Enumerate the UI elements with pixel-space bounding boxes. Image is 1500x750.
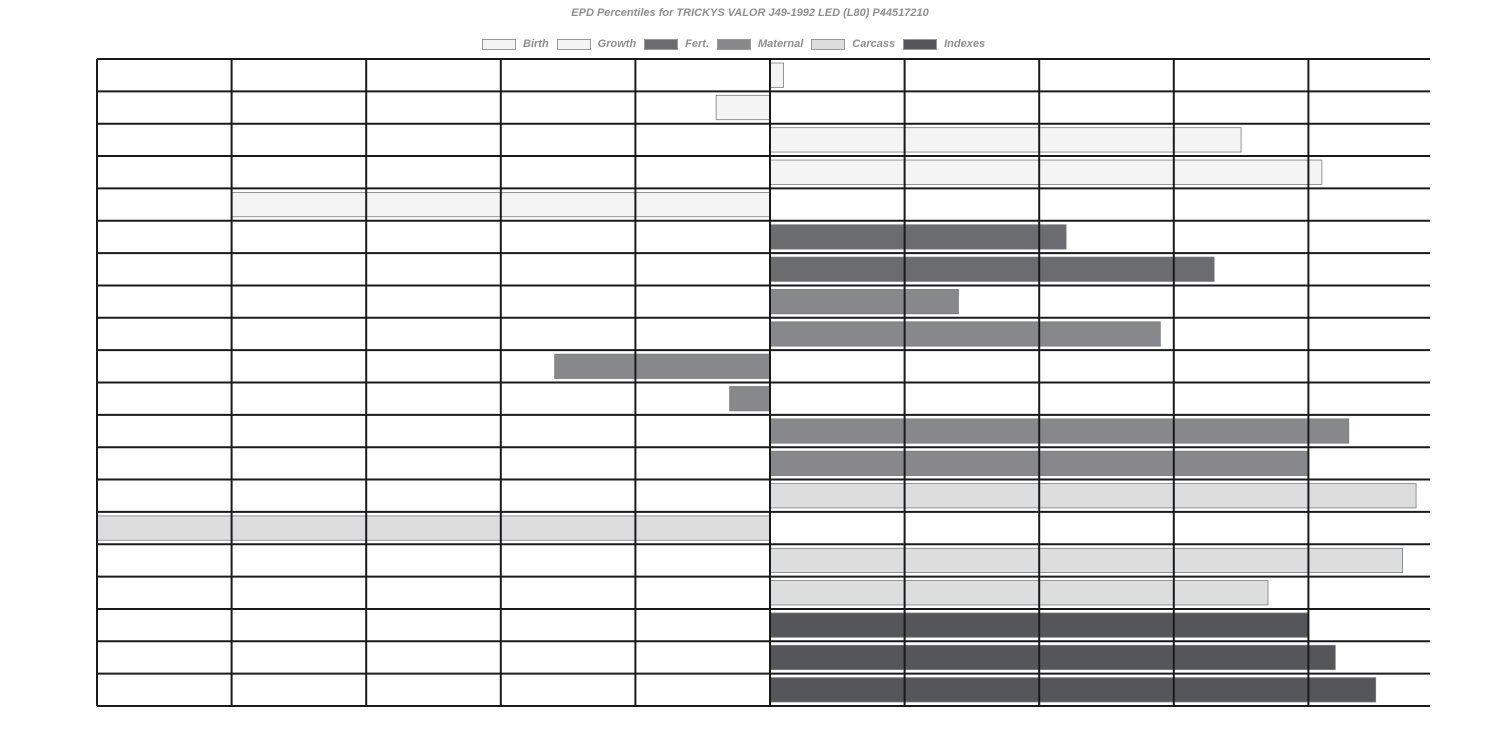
legend-label: Growth bbox=[597, 38, 637, 50]
bar-maternal bbox=[730, 387, 770, 411]
bar-maternal bbox=[770, 289, 958, 313]
bar-carcass bbox=[770, 581, 1268, 605]
bar-indexes bbox=[770, 678, 1376, 702]
bar-maternal bbox=[770, 322, 1160, 346]
legend-label: Indexes bbox=[944, 38, 986, 50]
bar-maternal bbox=[770, 419, 1349, 443]
legend-label: Carcass bbox=[852, 38, 896, 50]
legend-label: Birth bbox=[523, 38, 549, 50]
legend-label: Maternal bbox=[758, 38, 804, 50]
bar-carcass bbox=[97, 516, 770, 540]
bar-maternal bbox=[555, 354, 770, 378]
bar-indexes bbox=[770, 645, 1335, 669]
legend-label: Fert. bbox=[685, 38, 710, 50]
chart-title: EPD Percentiles for TRICKYS VALOR J49-1992 LED (L80) P44517210 bbox=[571, 7, 929, 19]
bar-fert bbox=[770, 225, 1066, 249]
bar-birth bbox=[770, 63, 783, 87]
bar-growth bbox=[770, 160, 1322, 184]
bar-fert bbox=[770, 257, 1214, 281]
bar-carcass bbox=[770, 484, 1416, 508]
bar-birth bbox=[716, 95, 770, 119]
bar-growth bbox=[770, 128, 1241, 152]
